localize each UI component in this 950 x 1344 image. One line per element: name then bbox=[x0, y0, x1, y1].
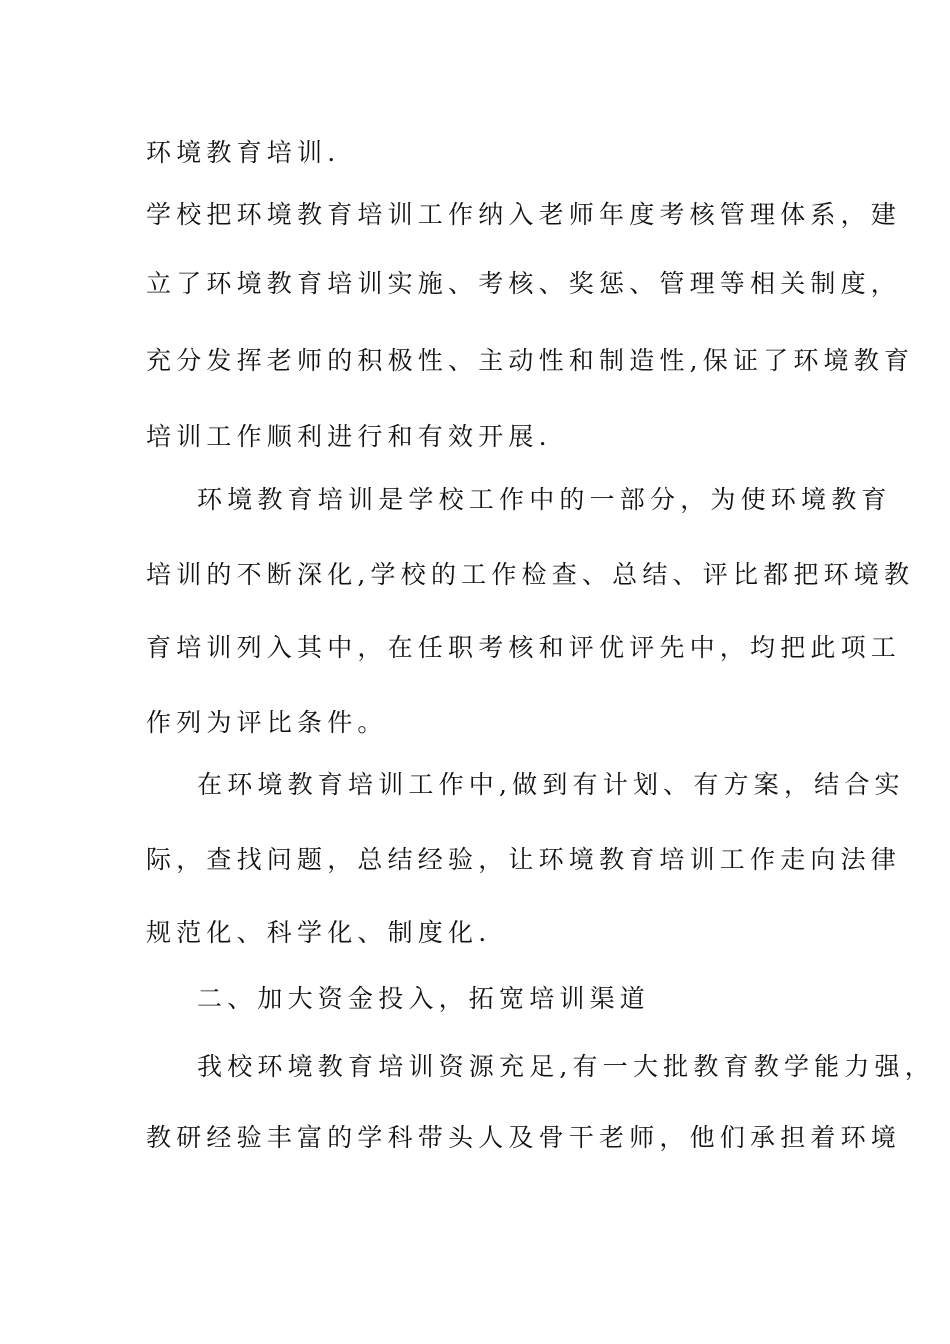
text-line: 培训工作顺利进行和有效开展. bbox=[146, 422, 552, 451]
paragraph-start-line: 环境教育培训是学校工作中的一部分，为使环境教育 bbox=[197, 485, 892, 514]
text-line: 立了环境教育培训实施、考核、奖惩、管理等相关制度， bbox=[146, 269, 902, 298]
text-line: 际，查找问题，总结经验，让环境教育培训工作走向法律 bbox=[146, 845, 902, 874]
text-line: 教研经验丰富的学科带头人及骨干老师，他们承担着环境 bbox=[146, 1123, 902, 1152]
text-line: 学校把环境教育培训工作纳入老师年度考核管理体系，建 bbox=[146, 200, 902, 229]
text-line: 环境教育培训. bbox=[146, 138, 341, 167]
text-line: 育培训列入其中，在任职考核和评优评先中，均把此项工 bbox=[146, 633, 902, 662]
paragraph-start-line: 在环境教育培训工作中,做到有计划、有方案，结合实 bbox=[197, 770, 905, 799]
text-line: 规范化、科学化、制度化. bbox=[146, 918, 492, 947]
text-line: 培训的不断深化,学校的工作检查、总结、评比都把环境教 bbox=[146, 560, 915, 589]
section-heading: 二、加大资金投入，拓宽培训渠道 bbox=[197, 984, 651, 1013]
paragraph-start-line: 我校环境教育培训资源充足,有一大批教育教学能力强， bbox=[197, 1052, 935, 1081]
text-line: 充分发挥老师的积极性、主动性和制造性,保证了环境教育 bbox=[146, 346, 915, 375]
text-line: 作列为评比条件。 bbox=[146, 708, 388, 737]
